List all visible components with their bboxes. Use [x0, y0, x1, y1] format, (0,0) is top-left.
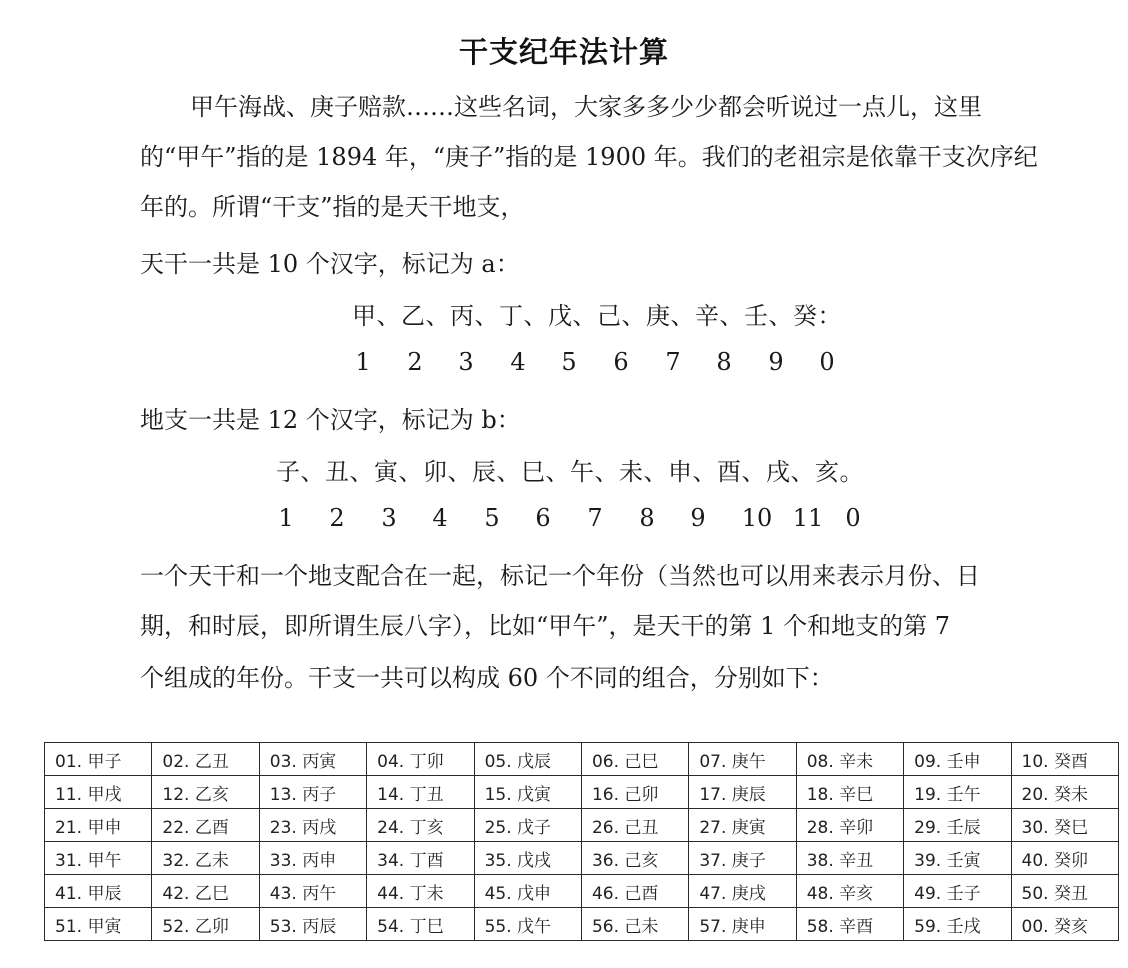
table-cell: 02. 乙丑: [152, 743, 259, 776]
table-cell: 46. 己酉: [581, 875, 688, 908]
table-cell: 52. 乙卯: [152, 908, 259, 941]
table-cell: 32. 乙未: [152, 842, 259, 875]
dizhi-number: 6: [535, 504, 551, 532]
table-cell: 28. 辛卯: [796, 809, 903, 842]
table-row: [45, 842, 1119, 875]
table-cell: 35. 戊戌: [474, 842, 581, 875]
table-cell: 43. 丙午: [259, 875, 366, 908]
table-cell: 21. 甲申: [45, 809, 152, 842]
dizhi-number: 11: [792, 504, 824, 532]
table-cell: 29. 壬辰: [904, 809, 1011, 842]
table-cell: 56. 己未: [581, 908, 688, 941]
table-cell: 39. 壬寅: [904, 842, 1011, 875]
tiangan-number: 9: [768, 348, 784, 376]
table-row: [45, 809, 1119, 842]
table-cell: 11. 甲戌: [45, 776, 152, 809]
table-cell: 42. 乙巳: [152, 875, 259, 908]
table-cell: 47. 庚戌: [689, 875, 796, 908]
tiangan-number: 0: [819, 348, 835, 376]
table-cell: 04. 丁卯: [367, 743, 474, 776]
dizhi-number: 5: [484, 504, 500, 532]
table-cell: 16. 己卯: [581, 776, 688, 809]
table-cell: 58. 辛酉: [796, 908, 903, 941]
page-title: 干支纪年法计算: [458, 35, 669, 69]
table-cell: 40. 癸卯: [1011, 842, 1118, 875]
table-cell: 13. 丙子: [259, 776, 366, 809]
tiangan-number: 3: [458, 348, 474, 376]
tiangan-number: 7: [665, 348, 681, 376]
tiangan-number: 5: [561, 348, 577, 376]
table-cell: 06. 己巳: [581, 743, 688, 776]
combo-line-1: 一个天干和一个地支配合在一起，标记一个年份（当然也可以用来表示月份、日: [140, 562, 980, 590]
table-cell: 45. 戊申: [474, 875, 581, 908]
table-cell: 01. 甲子: [45, 743, 152, 776]
intro-paragraph: 甲午海战、庚子赔款……这些名词，大家多多少少都会听说过一点儿，这里的“甲午”指的是 1894 年，“庚子”指的是 1900 年。我们的老祖宗是依靠干支次序纪年的。所谓“干支”指的是天干地支，: [140, 93, 1038, 221]
table-row: [45, 776, 1119, 809]
table-cell: 49. 壬子: [904, 875, 1011, 908]
table-cell: 27. 庚寅: [689, 809, 796, 842]
dizhi-number: 0: [845, 504, 861, 532]
combo-line-3: 个组成的年份。干支一共可以构成 60 个不同的组合，分别如下：: [140, 664, 834, 692]
dizhi-chars: 子、丑、寅、卯、辰、巳、午、未、申、酉、戌、亥。: [276, 458, 864, 486]
table-cell: 03. 丙寅: [259, 743, 366, 776]
table-cell: 41. 甲辰: [45, 875, 152, 908]
table-cell: 44. 丁未: [367, 875, 474, 908]
combo-line-2: 期，和时辰，即所谓生辰八字），比如“甲午”，是天干的第 1 个和地支的第 7: [140, 612, 950, 640]
table-cell: 12. 乙亥: [152, 776, 259, 809]
table-cell: 30. 癸巳: [1011, 809, 1118, 842]
table-cell: 31. 甲午: [45, 842, 152, 875]
table-cell: 07. 庚午: [689, 743, 796, 776]
dizhi-number: 7: [587, 504, 603, 532]
table-cell: 14. 丁丑: [367, 776, 474, 809]
table-cell: 36. 己亥: [581, 842, 688, 875]
table-cell: 59. 壬戌: [904, 908, 1011, 941]
tiangan-number: 8: [716, 348, 732, 376]
table-cell: 26. 己丑: [581, 809, 688, 842]
table-cell: 10. 癸酉: [1011, 743, 1118, 776]
table-cell: 50. 癸丑: [1011, 875, 1118, 908]
table-cell: 18. 辛巳: [796, 776, 903, 809]
tiangan-number: 4: [510, 348, 526, 376]
table-cell: 19. 壬午: [904, 776, 1011, 809]
table-cell: 57. 庚申: [689, 908, 796, 941]
tiangan-number: 1: [355, 348, 371, 376]
table-cell: 34. 丁酉: [367, 842, 474, 875]
table-cell: 00. 癸亥: [1011, 908, 1118, 941]
table-cell: 20. 癸未: [1011, 776, 1118, 809]
table-cell: 55. 戊午: [474, 908, 581, 941]
table-cell: 15. 戊寅: [474, 776, 581, 809]
table-cell: 25. 戊子: [474, 809, 581, 842]
dizhi-label: 地支一共是 12 个汉字，标记为 b：: [140, 406, 521, 434]
dizhi-number: 4: [432, 504, 448, 532]
ganzhi-table: [44, 742, 1119, 941]
table-cell: 22. 乙酉: [152, 809, 259, 842]
table-cell: 24. 丁亥: [367, 809, 474, 842]
dizhi-number: 3: [381, 504, 397, 532]
table-cell: 09. 壬申: [904, 743, 1011, 776]
dizhi-number: 8: [639, 504, 655, 532]
table-cell: 48. 辛亥: [796, 875, 903, 908]
dizhi-number: 10: [741, 504, 773, 532]
dizhi-number: 1: [278, 504, 294, 532]
table-row: [45, 875, 1119, 908]
dizhi-number: 2: [329, 504, 345, 532]
table-cell: 53. 丙辰: [259, 908, 366, 941]
dizhi-number: 9: [690, 504, 706, 532]
table-cell: 51. 甲寅: [45, 908, 152, 941]
table-row: [45, 908, 1119, 941]
tiangan-chars: 甲、乙、丙、丁、戊、己、庚、辛、壬、癸：: [352, 302, 842, 330]
table-cell: 05. 戊辰: [474, 743, 581, 776]
tiangan-number: 2: [407, 348, 423, 376]
table-cell: 17. 庚辰: [689, 776, 796, 809]
table-row: [45, 743, 1119, 776]
table-cell: 54. 丁巳: [367, 908, 474, 941]
tiangan-number: 6: [613, 348, 629, 376]
table-cell: 23. 丙戌: [259, 809, 366, 842]
tiangan-label: 天干一共是 10 个汉字，标记为 a：: [140, 250, 520, 278]
table-cell: 38. 辛丑: [796, 842, 903, 875]
table-cell: 37. 庚子: [689, 842, 796, 875]
table-cell: 33. 丙申: [259, 842, 366, 875]
table-cell: 08. 辛未: [796, 743, 903, 776]
